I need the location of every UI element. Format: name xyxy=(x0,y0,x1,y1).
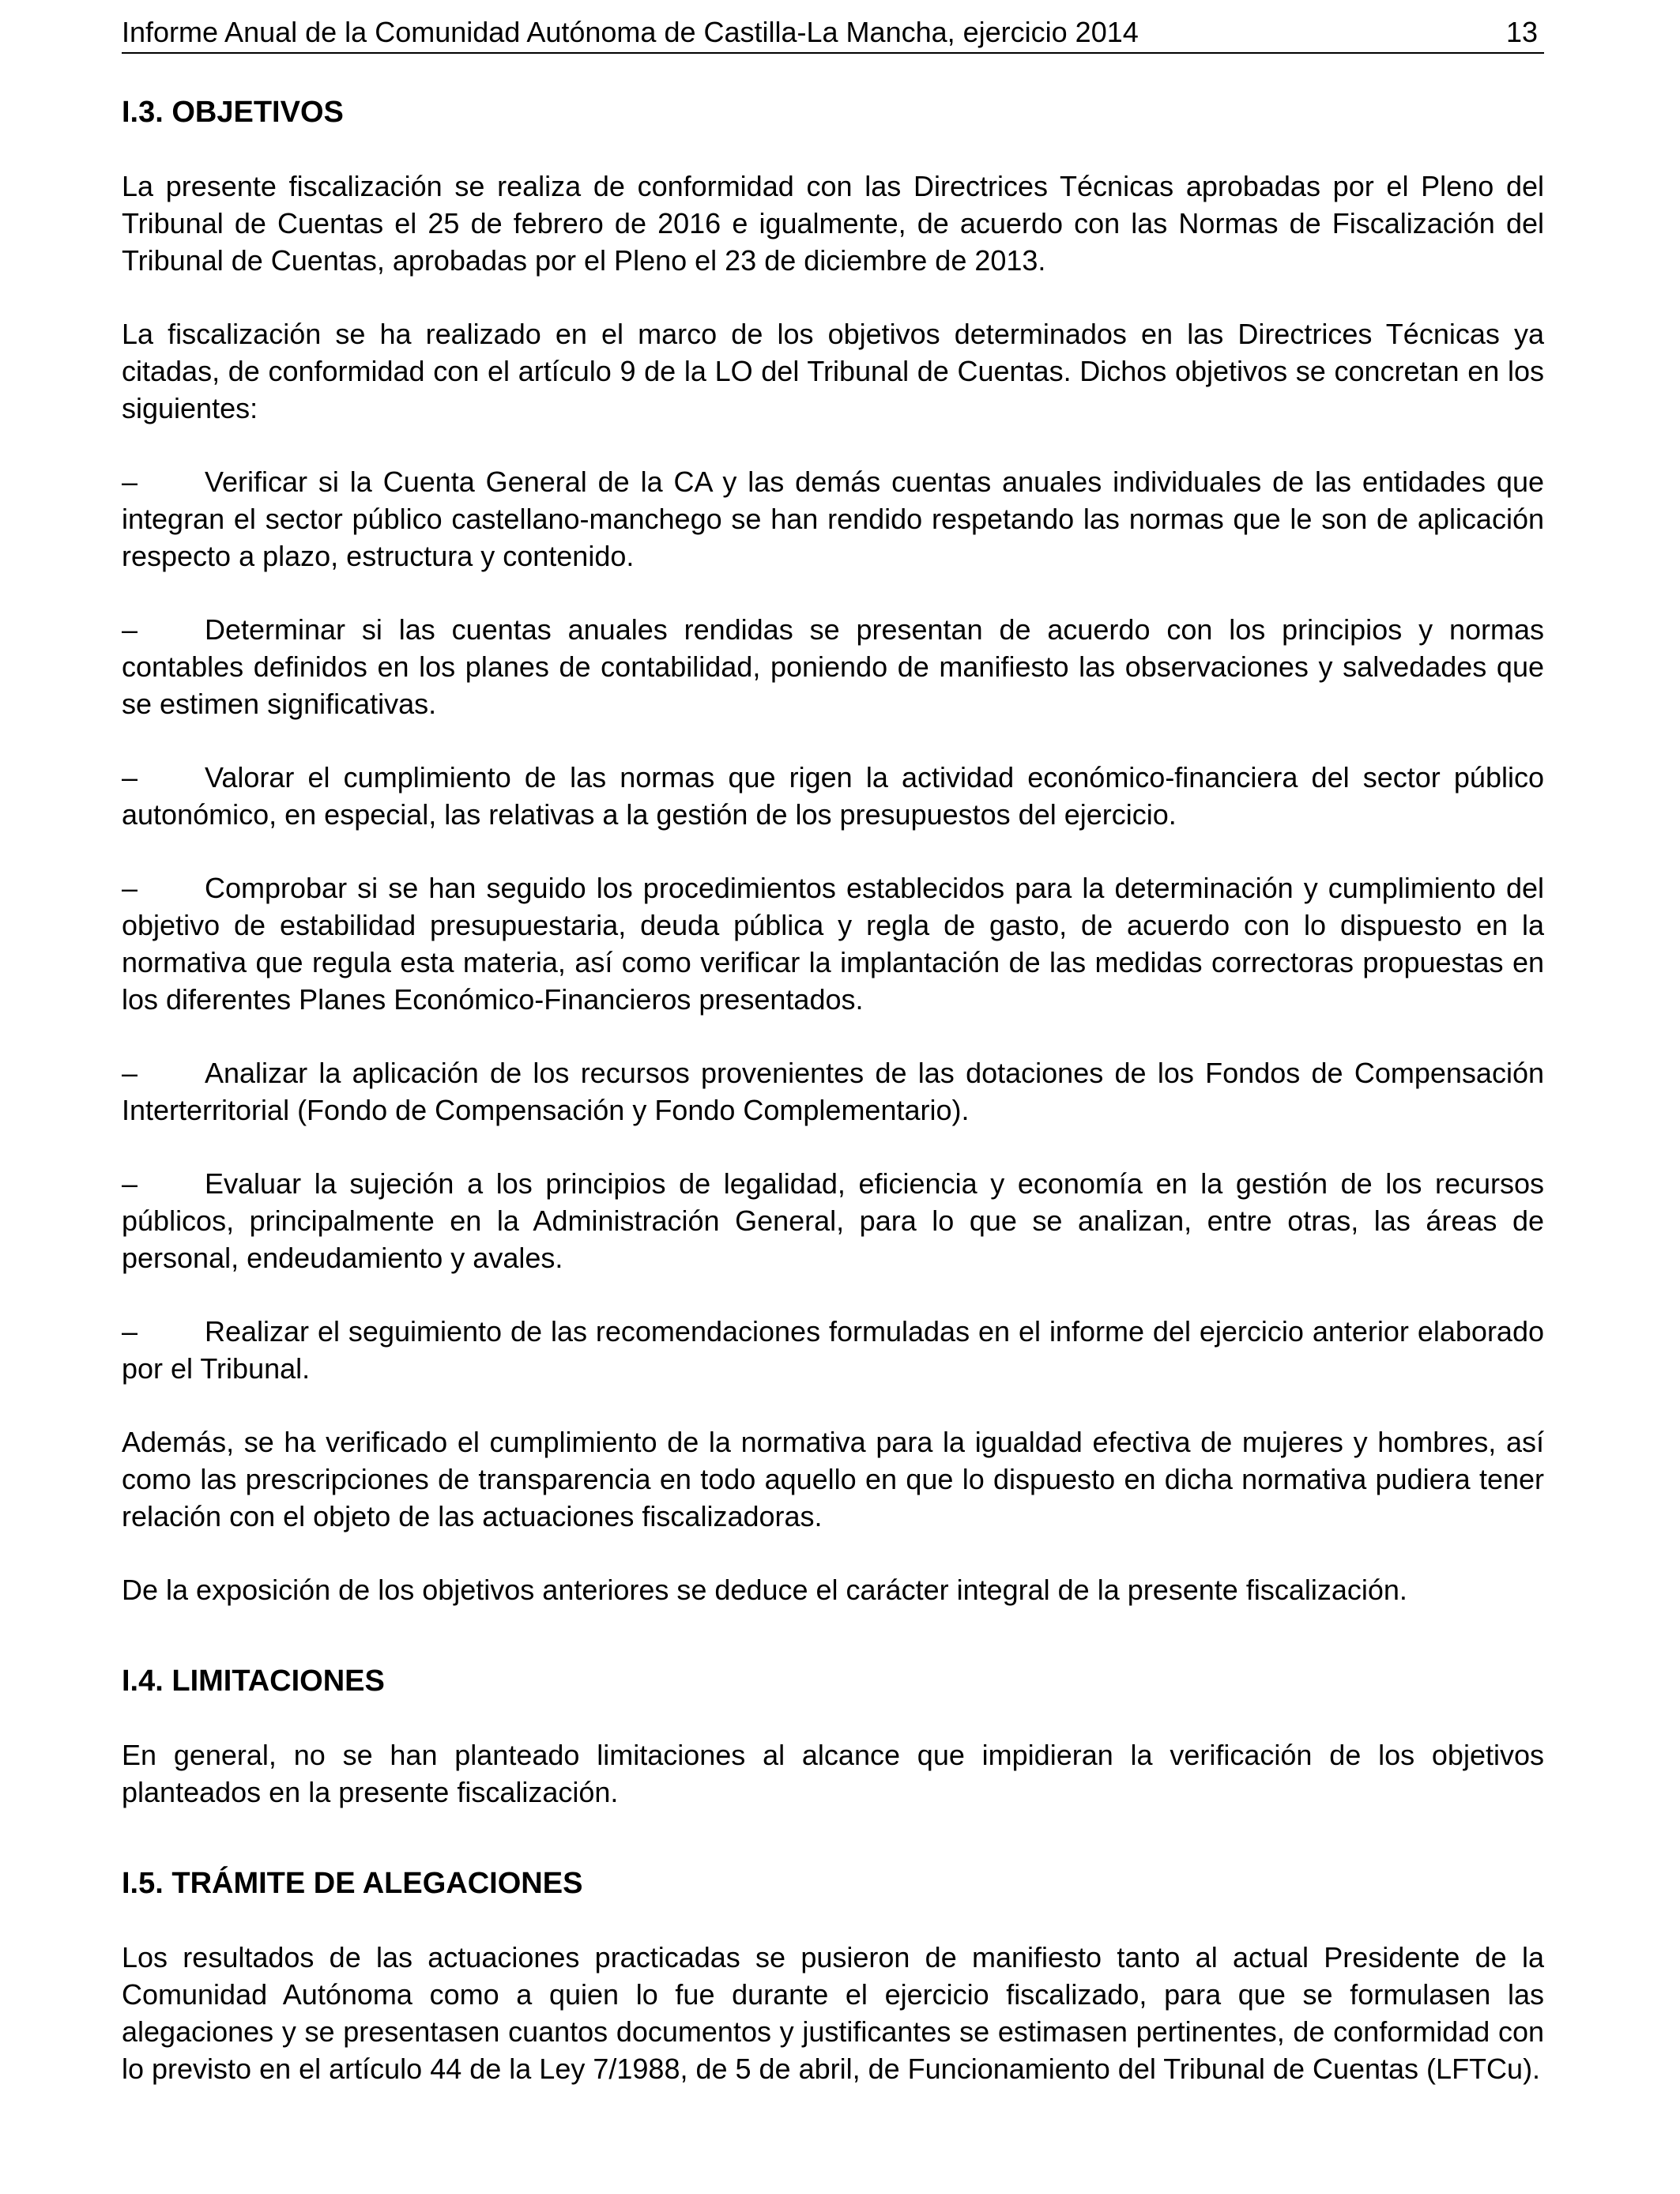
page-number: 13 xyxy=(1505,16,1538,48)
bullet-item-valorar xyxy=(122,759,1544,833)
bullet-text: Valorar el cumplimiento de las normas que rigen la actividad económico-financiera del sector público autonómico, en especial, las relativas a la gestión de los presupuestos del ejercicio. xyxy=(122,761,1544,831)
paragraph-alegaciones: Los resultados de las actuaciones practicadas se pusieron de manifiesto tanto al actual Presidente de la Comunidad Autónoma como a quien lo fue durante el ejercicio fiscalizado, para que se formulasen las alegaciones y se presentasen cuantos documentos y justificantes se estimasen pertinentes, de conformidad con lo previsto en el artículo 44 de la Ley 7/1988, de 5 de abril, de Funcionamiento del Tribunal de Cuentas (LFTCu). xyxy=(122,1941,1544,2085)
dash-marker: – xyxy=(122,613,138,646)
bullet-item-determinar xyxy=(122,611,1544,722)
dash-marker: – xyxy=(122,1167,138,1200)
bullet-item-verificar xyxy=(122,463,1544,575)
bullet-text: Comprobar si se han seguido los procedimientos establecidos para la determinación y cumplimiento del objetivo de estabilidad presupuestaria, deuda pública y regla de gasto, de acuerdo con lo dispuesto en la normativa que regula esta materia, así como verificar la implantación de las medidas correctoras propuestas en los diferentes Planes Económico-Financieros presentados. xyxy=(122,872,1544,1016)
dash-marker: – xyxy=(122,761,138,794)
section-heading-alegaciones: I.5. TRÁMITE DE ALEGACIONES xyxy=(122,1867,583,1900)
bullet-text: Verificar si la Cuenta General de la CA y las demás cuentas anuales individuales de las entidades que integran el sector público castellano-manchego se han rendido respetando las normas que le son de aplicación respecto a plazo, estructura y contenido. xyxy=(122,466,1544,572)
section-heading-objetivos: I.3. OBJETIVOS xyxy=(122,96,344,129)
dash-marker: – xyxy=(122,1315,138,1348)
bullet-text: Analizar la aplicación de los recursos provenientes de las dotaciones de los Fondos de Compensación Interterritorial (Fondo de Compensación y Fondo Complementario). xyxy=(122,1057,1544,1126)
dash-marker: – xyxy=(122,1057,138,1089)
bullet-text: Realizar el seguimiento de las recomendaciones formuladas en el informe del ejercicio anterior elaborado por el Tribunal. xyxy=(122,1315,1544,1385)
bullet-text: Determinar si las cuentas anuales rendidas se presentan de acuerdo con los principios y normas contables definidos en los planes de contabilidad, poniendo de manifiesto las observaciones y salvedades que se estimen significativas. xyxy=(122,613,1544,720)
bullet-item-analizar xyxy=(122,1054,1544,1129)
dash-marker: – xyxy=(122,872,138,904)
paragraph-objetivos-intro-2: La fiscalización se ha realizado en el marco de los objetivos determinados en las Directrices Técnicas ya citadas, de conformidad con el artículo 9 de la LO del Tribunal de Cuentas. Dichos objetivos se concretan en los siguientes: xyxy=(122,318,1544,424)
header-title: Informe Anual de la Comunidad Autónoma de Castilla-La Mancha, ejercicio 2014 xyxy=(122,16,1139,48)
page-header xyxy=(122,13,1544,54)
document-body xyxy=(122,93,1544,2124)
paragraph-objetivos-closing-2: De la exposición de los objetivos anteriores se deduce el carácter integral de la presente fiscalización. xyxy=(122,1574,1407,1606)
bullet-item-evaluar xyxy=(122,1165,1544,1276)
paragraph-objetivos-closing-1: Además, se ha verificado el cumplimiento de la normativa para la igualdad efectiva de mujeres y hombres, así como las prescripciones de transparencia en todo aquello en que lo dispuesto en dicha normativa pudiera tener relación con el objeto de las actuaciones fiscalizadoras. xyxy=(122,1426,1544,1532)
bullet-text: Evaluar la sujeción a los principios de legalidad, eficiencia y economía en la gestión de los recursos públicos, principalmente en la Administración General, para lo que se analizan, entre otras, las áreas de personal, endeudamiento y avales. xyxy=(122,1167,1544,1274)
paragraph-objetivos-intro-1: La presente fiscalización se realiza de conformidad con las Directrices Técnicas aprobadas por el Pleno del Tribunal de Cuentas el 25 de febrero de 2016 e igualmente, de acuerdo con las Normas de Fiscalización del Tribunal de Cuentas, aprobadas por el Pleno el 23 de diciembre de 2013. xyxy=(122,170,1544,277)
dash-marker: – xyxy=(122,466,138,498)
section-heading-limitaciones: I.4. LIMITACIONES xyxy=(122,1664,385,1698)
bullet-item-realizar xyxy=(122,1313,1544,1387)
paragraph-limitaciones: En general, no se han planteado limitaciones al alcance que impidieran la verificación de los objetivos planteados en la presente fiscalización. xyxy=(122,1739,1544,1808)
bullet-item-comprobar xyxy=(122,869,1544,1018)
